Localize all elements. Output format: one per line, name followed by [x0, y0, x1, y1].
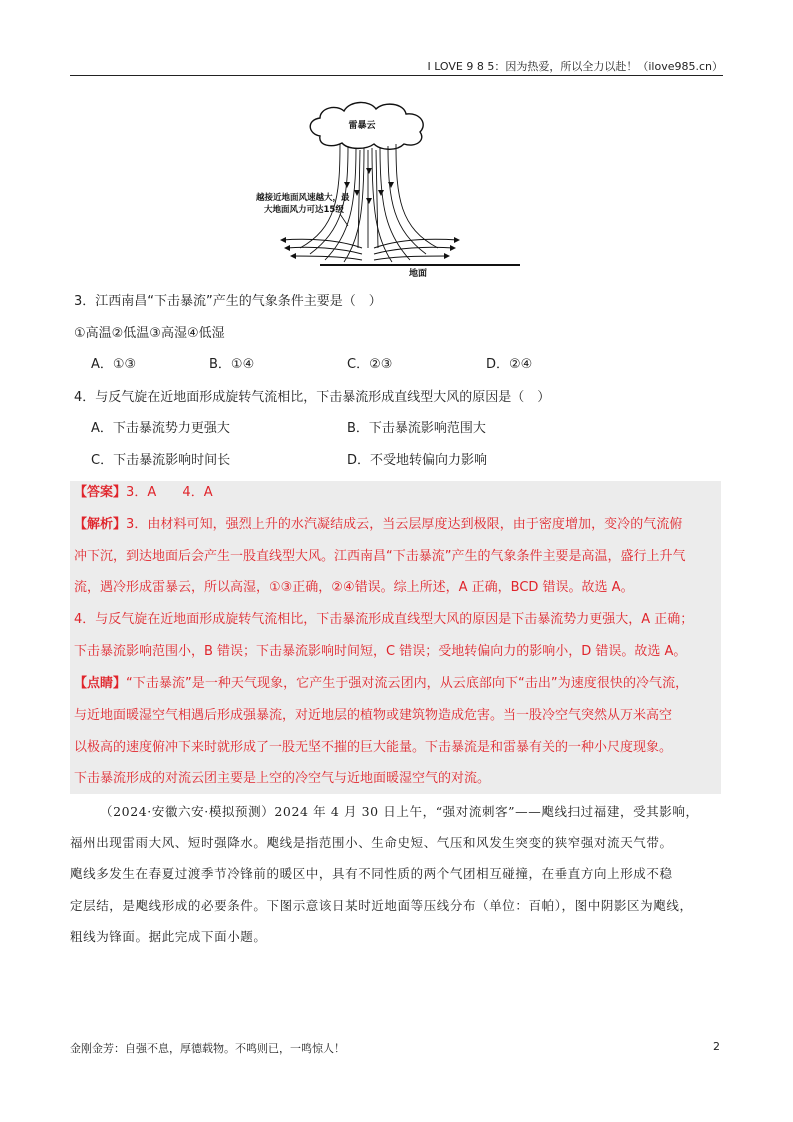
analysis-line-2: 冲下沉，到达地面后会产生一股直线型大风。江西南昌“下击暴流”产生的气象条件主要是高温，盛行上升气: [74, 549, 686, 564]
answer-text: 3．A 4．A: [126, 485, 213, 500]
tip-line-2: 与近地面暖湿空气相遇后形成强暴流，对近地层的植物或建筑物造成危害。当一股冷空气突然从万米高空: [74, 708, 673, 723]
material-line-1: （2024·安徽六安·模拟预测）2024 年 4 月 30 日上午，“强对流刺客”——飑线扫过福建，受其影响，: [100, 804, 699, 819]
material-line-5: 粗线为锋面。据此完成下面小题。: [70, 929, 267, 944]
q4-option-d: D．不受地转偏向力影响: [347, 453, 488, 468]
analysis-tag: 【解析】: [74, 517, 127, 532]
analysis-line-4: 4．与反气旋在近地面形成旋转气流相比，下击暴流形成直线型大风的原因是下击暴流势力更强大，A 正确；: [74, 612, 694, 627]
wind-note-line2: 大地面风力可达15级: [264, 205, 344, 215]
answer-line: [74, 484, 213, 502]
downburst-diagram: [256, 98, 530, 280]
analysis-line-3: 流，遇冷形成雷暴云，所以高湿，①③正确，②④错误。综上所述，A 正确，BCD 错误。故选 A。: [74, 580, 634, 595]
q3-option-c: C．②③: [347, 357, 393, 372]
page-header: I LOVE 9 8 5：因为热爱，所以全力以赴！（ilove985.cn）: [427, 60, 723, 73]
q4-option-a: A．下击暴流势力更强大: [91, 421, 230, 436]
q4-option-b: B．下击暴流影响范围大: [347, 421, 486, 436]
analysis-line-5: 下击暴流影响范围小，B 错误；下击暴流影响时间短，C 错误；受地转偏向力的影响小，D 错误。故选 A。: [74, 644, 687, 659]
analysis-text-1: 3．由材料可知，强烈上升的水汽凝结成云，当云层厚度达到极限，由于密度增加，变冷的气流俯: [126, 517, 683, 532]
analysis-line-1: [74, 516, 682, 534]
cloud-label: 雷暴云: [348, 121, 376, 131]
tip-line-4: 下击暴流形成的对流云团主要是上空的冷空气与近地面暖湿空气的对流。: [74, 771, 491, 786]
wind-note-line1: 越接近地面风速越大，最: [256, 193, 350, 203]
q4-option-c: C．下击暴流影响时间长: [91, 453, 231, 468]
q4-stem: 4．与反气旋在近地面形成旋转气流相比，下击暴流形成直线型大风的原因是（ ）: [74, 390, 551, 405]
material-line-3: 飑线多发生在春夏过渡季节冷锋前的暖区中，具有不同性质的两个气团相互碰撞，在垂直方向上形成不稳: [70, 866, 673, 881]
tip-line-3: 以极高的速度俯冲下来时就形成了一股无坚不摧的巨大能量。下击暴流是和雷暴有关的一种小尺度现象。: [74, 740, 673, 755]
tip-line-1: [74, 675, 688, 693]
ground-label: 地面: [408, 269, 428, 279]
q3-option-b: B．①④: [209, 357, 255, 372]
answer-tag: 【答案】: [74, 485, 127, 500]
footer-motto: 金刚金芳：自强不息，厚德载物。不鸣则已，一鸣惊人！: [70, 1042, 345, 1055]
note-pointer: [340, 214, 348, 226]
material-line-2: 福州出现雷雨大风、短时强降水。飑线是指范围小、生命史短、气压和风发生突变的狭窄强对流天气带。: [70, 835, 673, 850]
q3-option-a: A．①③: [91, 357, 137, 372]
downdraft-arrowheads: [344, 168, 394, 204]
page-number: 2: [713, 1040, 720, 1053]
downburst-svg: [256, 98, 530, 280]
header-rule: [70, 75, 723, 76]
q3-stem: 3．江西南昌“下击暴流”产生的气象条件主要是（ ）: [74, 294, 382, 309]
material-line-4: 定层结，是飑线形成的必要条件。下图示意该日某时近地面等压线分布（单位：百帕），图中阴影区为飑线，: [70, 898, 693, 913]
q3-conditions: ①高温②低温③高湿④低湿: [74, 326, 225, 341]
q3-option-d: D．②④: [486, 357, 533, 372]
tip-text-1: “下击暴流”是一种天气现象，它产生于强对流云团内，从云底部向下“击出”为速度很快的冷气流，: [126, 676, 689, 691]
tip-tag: 【点睛】: [74, 676, 127, 691]
